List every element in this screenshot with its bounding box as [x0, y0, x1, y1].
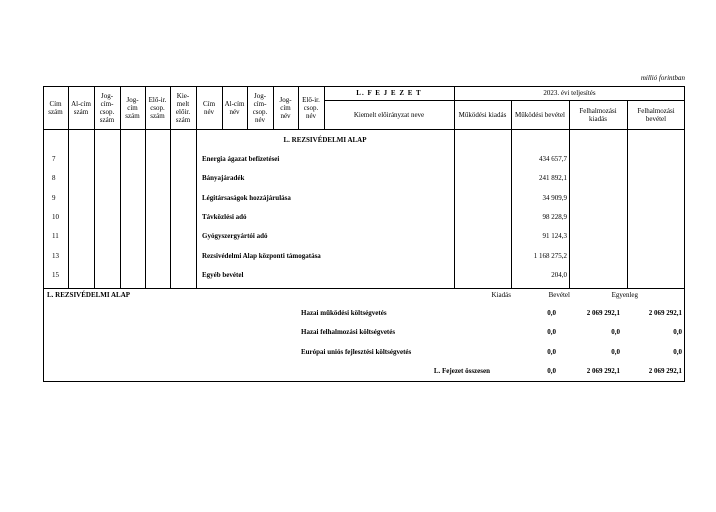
row-operating-income: 1 168 275,2 [533, 251, 567, 260]
row-operating-income: 98 228,9 [542, 212, 567, 221]
summary-value: 2 069 292,1 [648, 309, 682, 317]
summary-row-label: L. Fejezet összesen [433, 366, 490, 375]
unit-label: millió forintban [640, 74, 685, 82]
header-bottom-line [43, 129, 685, 130]
summary-value: 2 069 292,1 [586, 309, 620, 317]
row-number: 13 [52, 251, 59, 260]
column-header: Cím név [202, 99, 216, 116]
summary-header: Egyenleg [611, 291, 638, 299]
column-header: Elő-ir. csop. név [302, 95, 320, 120]
column-header: Kie-melt előir. szám [175, 91, 191, 124]
summary-value: 0,0 [611, 347, 620, 356]
row-number: 8 [52, 174, 56, 183]
column-header: Al-cím szám [71, 99, 91, 116]
summary-value: 0,0 [547, 328, 556, 337]
row-number: 11 [52, 232, 59, 241]
value-column-header: Működési bevétel [515, 110, 565, 119]
column-header: Elő-ir. csop. szám [148, 95, 167, 120]
row-name: Energia ágazat befizetései [202, 155, 280, 163]
row-operating-income: 434 657,7 [539, 155, 567, 163]
column-header: Jog-cím szám [125, 95, 140, 120]
row-name: Bányajáradék [202, 174, 245, 183]
row-operating-income: 241 892,1 [539, 174, 567, 183]
summary-row-label: Hazai működési költségvetés [301, 309, 387, 317]
row-number: 7 [52, 155, 56, 163]
year-header: 2023. évi teljesítés [543, 89, 596, 97]
summary-header: Bevétel [548, 291, 570, 299]
row-name: Távközlési adó [202, 212, 247, 221]
summary-value: 0,0 [611, 328, 620, 337]
row-operating-income: 91 124,3 [542, 232, 567, 241]
value-column-header: Működési kiadás [458, 110, 507, 119]
row-name: Egyéb bevétel [202, 270, 244, 279]
summary-value: 0,0 [673, 328, 682, 337]
row-operating-income: 34 909,9 [542, 193, 567, 202]
summary-row-label: Európai uniós fejlesztési költségvetés [301, 347, 412, 356]
column-header: Cím szám [48, 99, 63, 116]
column-header: Jog-cím-csop. szám [99, 91, 115, 124]
summary-value: 0,0 [547, 309, 556, 317]
summary-value: 0,0 [547, 366, 556, 375]
value-column-header: Felhalmozási bevétel [637, 106, 675, 123]
row-name: Rezsivédelmi Alap központi támogatása [202, 251, 321, 260]
summary-divider [43, 288, 685, 289]
chapter-title: L. F E J E Z E T [356, 89, 422, 97]
row-number: 10 [52, 212, 59, 221]
summary-value: 0,0 [547, 347, 556, 356]
section-title: L. REZSIVÉDELMI ALAP [283, 136, 367, 144]
summary-title: L. REZSIVÉDELMI ALAP [47, 291, 131, 299]
summary-value: 2 069 292,1 [648, 366, 682, 375]
value-column-header: Felhalmozási kiadás [579, 106, 617, 123]
row-number: 9 [52, 193, 56, 202]
summary-value: 0,0 [673, 347, 682, 356]
row-name: Gyógyszergyártói adó [202, 232, 268, 241]
row-number: 15 [52, 270, 59, 279]
summary-header: Kiadás [491, 291, 511, 299]
budget-table [43, 86, 685, 382]
column-divider [454, 86, 455, 288]
item-name-header: Kiemelt előirányzat neve [353, 110, 425, 119]
column-header: Al-cím név [224, 99, 245, 116]
column-header: Jog-cím név [279, 95, 292, 120]
row-operating-income: 204,0 [551, 270, 567, 279]
column-header: Jog-cím-csop. név [252, 91, 268, 124]
summary-value: 2 069 292,1 [586, 366, 620, 375]
row-name: Légitársaságok hozzájárulása [202, 193, 291, 202]
summary-row-label: Hazai felhalmozási költségvetés [301, 328, 396, 337]
